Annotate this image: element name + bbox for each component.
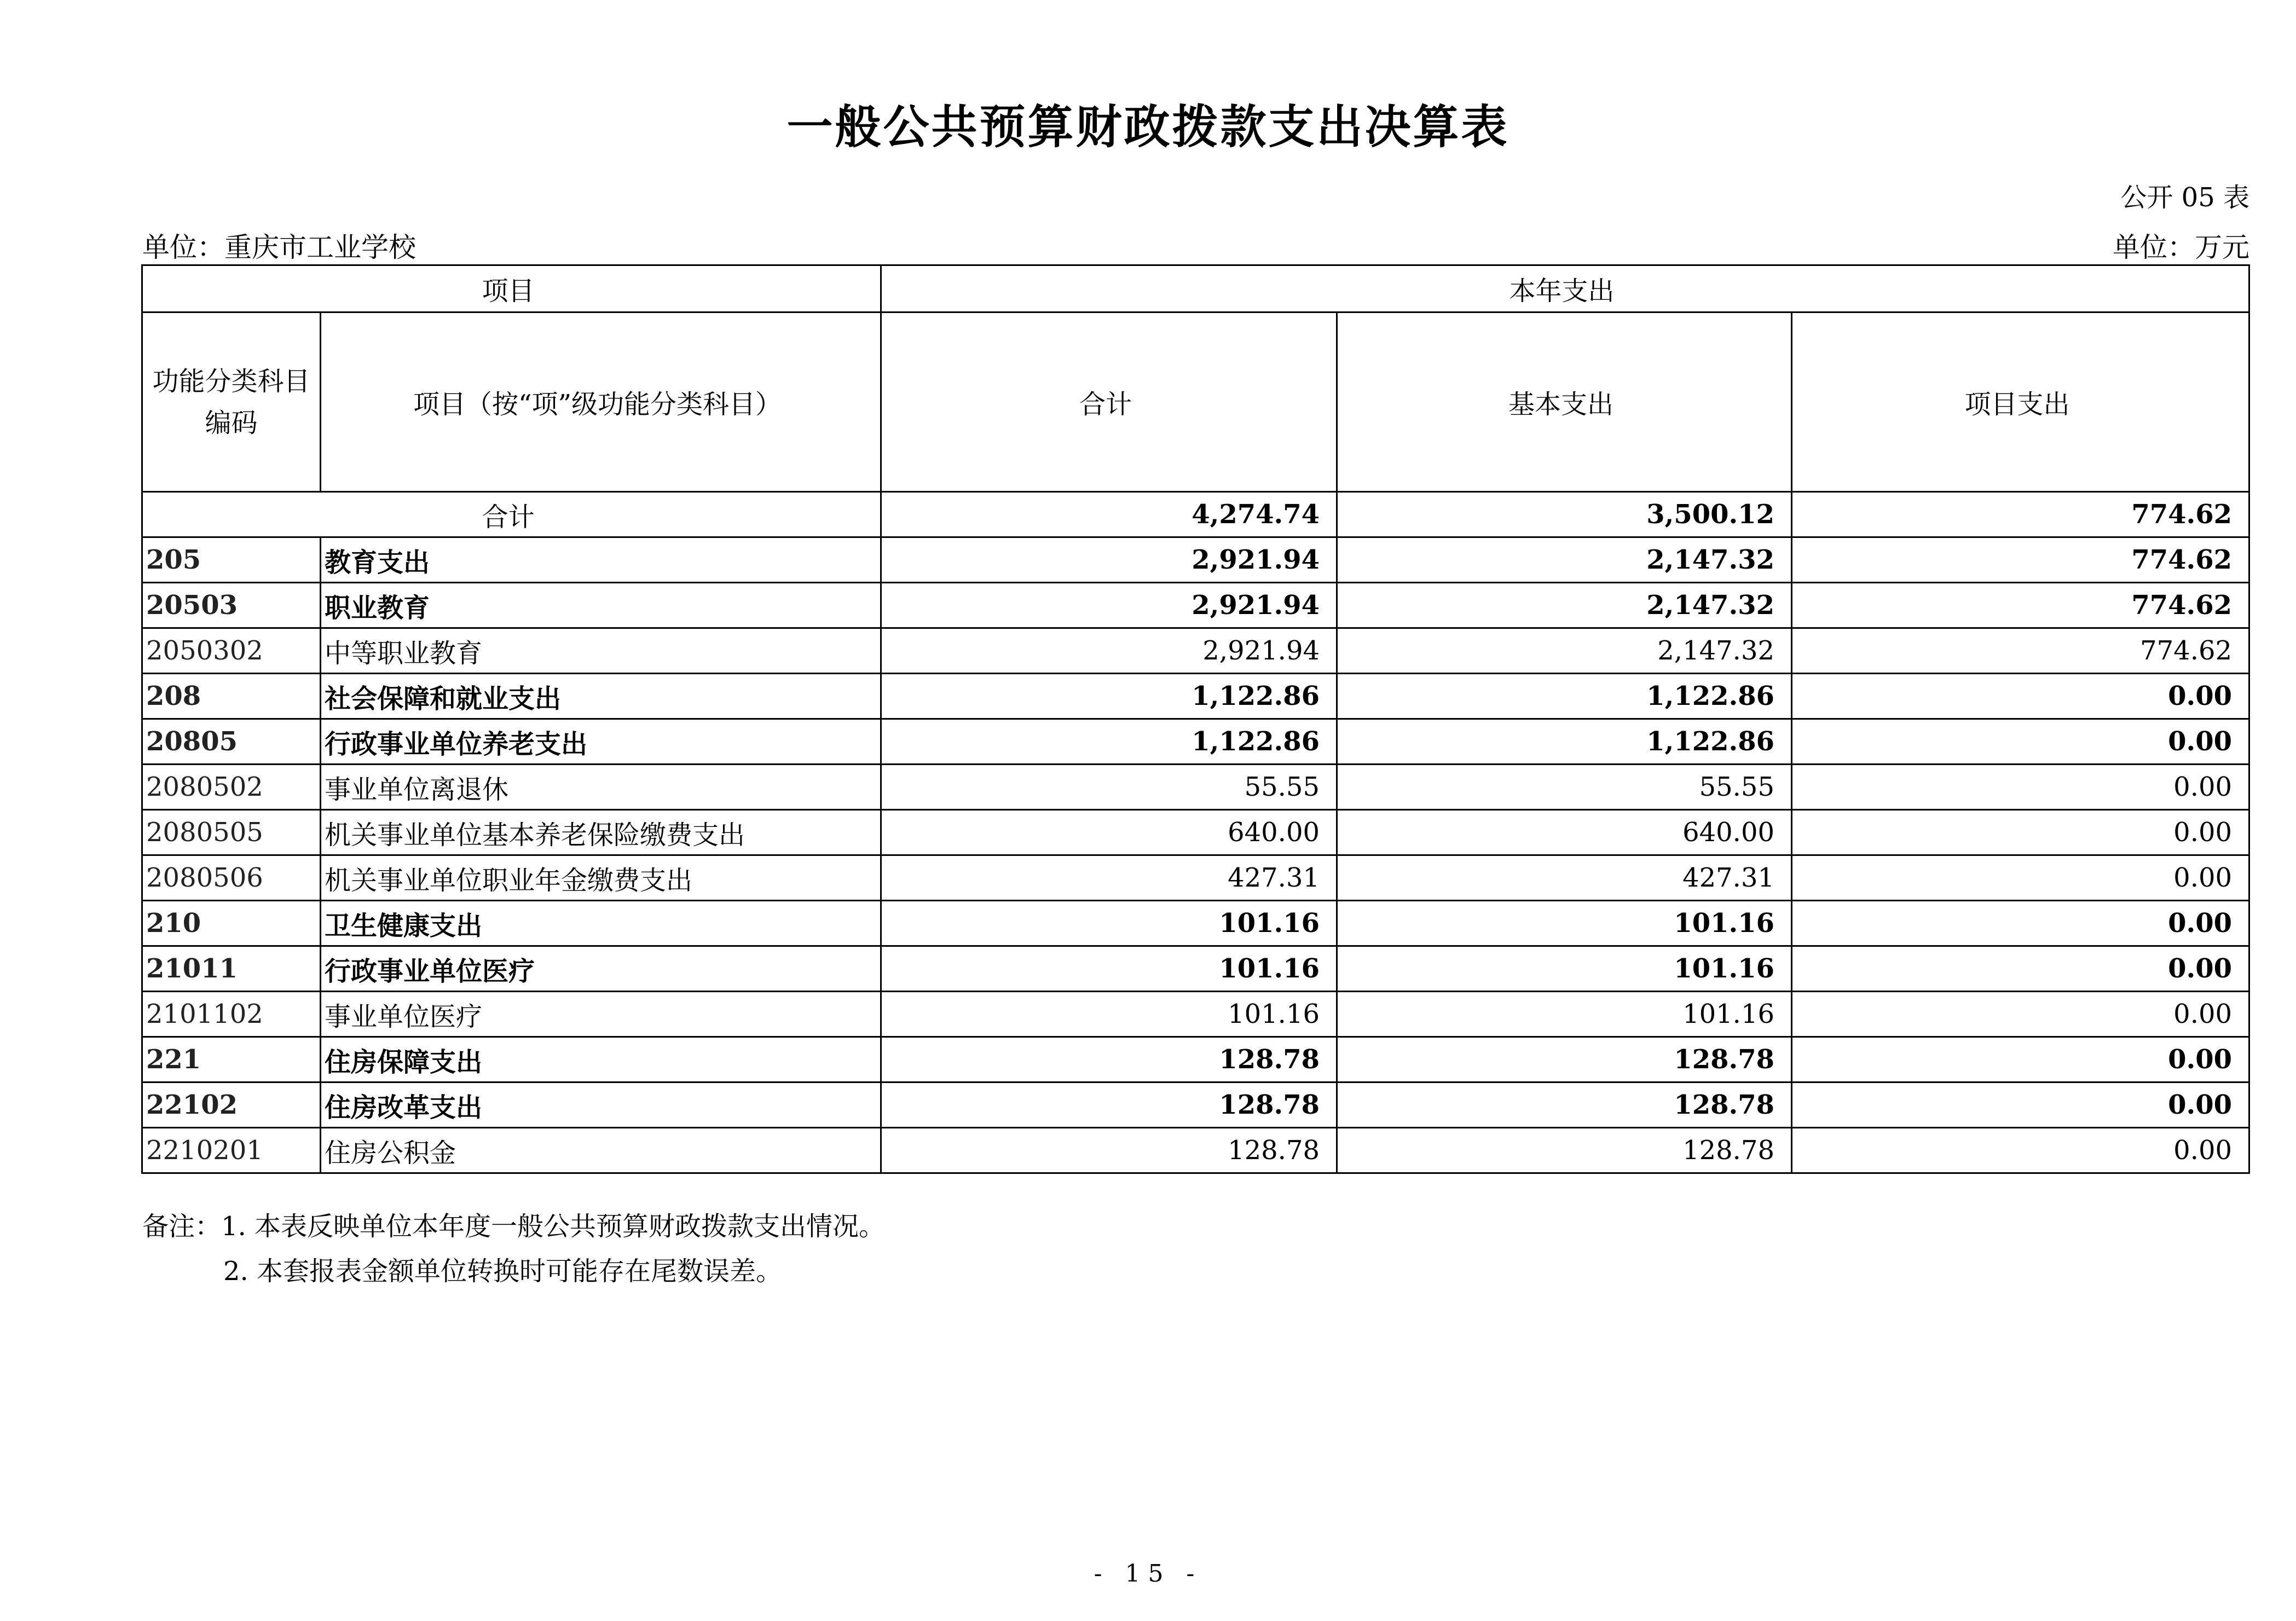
table-total-row: [142, 492, 2249, 537]
note-line-2: 2. 本套报表金额单位转换时可能存在尾数误差。: [223, 1256, 783, 1287]
row-basic: 128.78: [1337, 1037, 1792, 1082]
row-total: 1,122.86: [881, 674, 1337, 719]
table-row: [142, 855, 2249, 901]
row-project: 0.00: [1792, 901, 2249, 946]
row-total: 1,122.86: [881, 719, 1337, 765]
header-this-year: 本年支出: [881, 265, 2249, 312]
row-name: 机关事业单位职业年金缴费支出: [321, 855, 881, 901]
row-basic: 55.55: [1337, 765, 1792, 810]
table-row: [142, 1128, 2249, 1173]
row-code: 20503: [142, 583, 321, 628]
row-project: 0.00: [1792, 810, 2249, 855]
row-total: 101.16: [881, 901, 1337, 946]
currency-unit: 单位：万元: [2113, 231, 2249, 263]
notes: [142, 1204, 885, 1294]
reporting-unit: 单位：重庆市工业学校: [142, 231, 416, 263]
row-name: 卫生健康支出: [321, 901, 881, 946]
row-code: 21011: [142, 946, 321, 992]
table-row: [142, 674, 2249, 719]
row-total: 427.31: [881, 855, 1337, 901]
expenditure-table: [141, 264, 2250, 1174]
total-amount: 4,274.74: [881, 492, 1337, 537]
row-basic: 2,147.32: [1337, 537, 1792, 583]
row-name: 行政事业单位养老支出: [321, 719, 881, 765]
row-basic: 101.16: [1337, 992, 1792, 1037]
row-name: 住房改革支出: [321, 1082, 881, 1128]
row-project: 0.00: [1792, 1128, 2249, 1173]
row-project: 0.00: [1792, 946, 2249, 992]
row-name: 职业教育: [321, 583, 881, 628]
row-name: 中等职业教育: [321, 628, 881, 674]
row-total: 2,921.94: [881, 583, 1337, 628]
row-basic: 101.16: [1337, 901, 1792, 946]
row-name: 事业单位离退休: [321, 765, 881, 810]
row-project: 774.62: [1792, 583, 2249, 628]
row-name: 教育支出: [321, 537, 881, 583]
row-basic: 427.31: [1337, 855, 1792, 901]
row-total: 55.55: [881, 765, 1337, 810]
row-name: 事业单位医疗: [321, 992, 881, 1037]
row-total: 640.00: [881, 810, 1337, 855]
row-name: 住房公积金: [321, 1128, 881, 1173]
table-row: [142, 901, 2249, 946]
row-code: 221: [142, 1037, 321, 1082]
table-row: [142, 537, 2249, 583]
header-project: 项目: [142, 265, 881, 312]
row-code: 2080502: [142, 765, 321, 810]
table-row: [142, 1037, 2249, 1082]
row-code: 2210201: [142, 1128, 321, 1173]
row-project: 0.00: [1792, 674, 2249, 719]
row-name: 社会保障和就业支出: [321, 674, 881, 719]
table-row: [142, 946, 2249, 992]
row-project: 774.62: [1792, 537, 2249, 583]
row-code: 208: [142, 674, 321, 719]
row-code: 22102: [142, 1082, 321, 1128]
table-row: [142, 583, 2249, 628]
header-project-expenditure: 项目支出: [1792, 312, 2249, 492]
row-basic: 2,147.32: [1337, 628, 1792, 674]
row-basic: 640.00: [1337, 810, 1792, 855]
row-basic: 2,147.32: [1337, 583, 1792, 628]
row-total: 101.16: [881, 992, 1337, 1037]
row-project: 0.00: [1792, 719, 2249, 765]
table-row: [142, 1082, 2249, 1128]
table-row: [142, 719, 2249, 765]
row-code: 20805: [142, 719, 321, 765]
row-basic: 128.78: [1337, 1128, 1792, 1173]
total-label: 合计: [142, 492, 881, 537]
row-project: 0.00: [1792, 992, 2249, 1037]
note-line-1: 备注：1. 本表反映单位本年度一般公共预算财政拨款支出情况。: [142, 1211, 886, 1242]
row-total: 128.78: [881, 1082, 1337, 1128]
row-total: 2,921.94: [881, 628, 1337, 674]
row-code: 2080505: [142, 810, 321, 855]
row-code: 2101102: [142, 992, 321, 1037]
table-row: [142, 628, 2249, 674]
row-project: 774.62: [1792, 628, 2249, 674]
row-code: 2080506: [142, 855, 321, 901]
page-title: 一般公共预算财政拨款支出决算表: [786, 100, 1510, 154]
row-project: 0.00: [1792, 1037, 2249, 1082]
form-number: 公开 05 表: [2120, 182, 2249, 213]
header-total: 合计: [881, 312, 1337, 492]
row-project: 0.00: [1792, 855, 2249, 901]
header-name: 项目（按“项”级功能分类科目）: [321, 312, 881, 492]
row-basic: 128.78: [1337, 1082, 1792, 1128]
table-header-row-2: [142, 312, 2249, 492]
row-total: 128.78: [881, 1037, 1337, 1082]
table-row: [142, 810, 2249, 855]
row-code: 2050302: [142, 628, 321, 674]
row-total: 2,921.94: [881, 537, 1337, 583]
row-basic: 1,122.86: [1337, 719, 1792, 765]
row-project: 0.00: [1792, 765, 2249, 810]
page-number: - 15 -: [1094, 1560, 1202, 1588]
total-project: 774.62: [1792, 492, 2249, 537]
row-name: 行政事业单位医疗: [321, 946, 881, 992]
row-total: 101.16: [881, 946, 1337, 992]
header-code: 功能分类科目编码: [142, 312, 321, 492]
row-code: 210: [142, 901, 321, 946]
row-basic: 101.16: [1337, 946, 1792, 992]
header-basic: 基本支出: [1337, 312, 1792, 492]
table-header-row-1: [142, 265, 2249, 312]
total-basic: 3,500.12: [1337, 492, 1792, 537]
row-name: 机关事业单位基本养老保险缴费支出: [321, 810, 881, 855]
table-row: [142, 765, 2249, 810]
row-total: 128.78: [881, 1128, 1337, 1173]
row-project: 0.00: [1792, 1082, 2249, 1128]
row-name: 住房保障支出: [321, 1037, 881, 1082]
row-code: 205: [142, 537, 321, 583]
row-basic: 1,122.86: [1337, 674, 1792, 719]
table-row: [142, 992, 2249, 1037]
